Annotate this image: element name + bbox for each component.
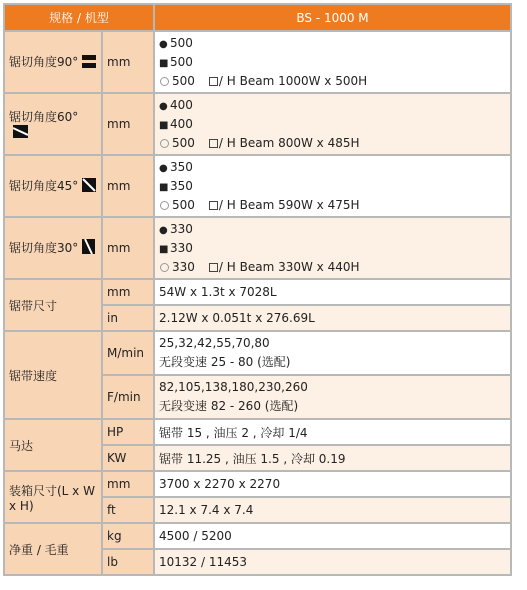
square-value: 350 [170, 178, 193, 193]
square-capacity [159, 115, 506, 134]
header-model-name: BS - 1000 M [155, 5, 510, 30]
angle-label-cell [5, 218, 101, 278]
square-tube-icon [209, 201, 218, 210]
pipe-icon [160, 139, 169, 148]
h-beam-value: / H Beam 590W x 475H [218, 197, 360, 212]
unit-mm: mm [103, 280, 153, 304]
angle-capacity [155, 218, 510, 278]
angle-unit: mm [103, 94, 153, 154]
pipe-beam-capacity [159, 258, 506, 277]
angle-label-cell [5, 94, 101, 154]
packing-label: 装箱尺寸(L x W x H) [5, 472, 101, 522]
square-capacity [159, 177, 506, 196]
speed-f-steps: 82,105,138,180,230,260 [159, 380, 308, 394]
motor-hp-value: 锯带 15 , 油压 2 , 冷却 1/4 [155, 420, 510, 444]
header-spec-model: 规格 / 机型 [5, 5, 153, 30]
packing-mm-value: 3700 x 2270 x 2270 [155, 472, 510, 496]
weight-label: 净重 / 毛重 [5, 524, 101, 574]
speed-f-variable: 无段变速 82 - 260 (选配) [159, 399, 299, 413]
unit-lb: lb [103, 550, 153, 574]
square-tube-icon [209, 139, 218, 148]
round-capacity [159, 158, 506, 177]
angle-60-icon [13, 125, 28, 141]
unit-in: in [103, 306, 153, 330]
motor-label: 马达 [5, 420, 101, 470]
unit-hp: HP [103, 420, 153, 444]
square-bar-icon: ■ [159, 57, 169, 69]
blade-speed-label: 锯带速度 [5, 332, 101, 418]
round-bar-icon: ● [159, 224, 168, 236]
pipe-icon [160, 201, 169, 210]
unit-kw: KW [103, 446, 153, 470]
pipe-value: 500 [172, 73, 195, 88]
speed-m-variable: 无段变速 25 - 80 (选配) [159, 355, 291, 369]
pipe-icon [160, 77, 169, 86]
pipe-value: 500 [172, 197, 195, 212]
round-capacity [159, 34, 506, 53]
angle-row [5, 32, 510, 92]
blade-size-label: 锯带尺寸 [5, 280, 101, 330]
round-capacity [159, 220, 506, 239]
unit-kg: kg [103, 524, 153, 548]
square-value: 400 [170, 116, 193, 131]
round-value: 500 [170, 35, 193, 50]
angle-capacity [155, 156, 510, 216]
round-bar-icon: ● [159, 38, 168, 50]
unit-ft: ft [103, 498, 153, 522]
unit-f-min: F/min [103, 376, 153, 418]
round-value: 350 [170, 159, 193, 174]
square-value: 330 [170, 240, 193, 255]
angle-label: 锯切角度30° [9, 240, 79, 255]
round-capacity [159, 96, 506, 115]
packing-row-mm [5, 472, 510, 496]
angle-label-cell [5, 156, 101, 216]
angle-row [5, 156, 510, 216]
angle-capacity [155, 94, 510, 154]
round-value: 330 [170, 221, 193, 236]
h-beam-value: / H Beam 1000W x 500H [218, 73, 368, 88]
square-tube-icon [209, 263, 218, 272]
angle-label: 锯切角度90° [9, 55, 79, 70]
pipe-beam-capacity [159, 196, 506, 215]
square-bar-icon: ■ [159, 243, 169, 255]
angle-45-icon [82, 178, 96, 195]
blade-speed-m-value [155, 332, 510, 374]
angle-label-cell [5, 32, 101, 92]
header-row [5, 5, 510, 30]
spec-table [3, 3, 512, 576]
blade-size-in-value: 2.12W x 0.051t x 276.69L [155, 306, 510, 330]
blade-speed-row-m [5, 332, 510, 374]
round-bar-icon: ● [159, 162, 168, 174]
blade-size-row-mm [5, 280, 510, 304]
pipe-value: 500 [172, 135, 195, 150]
angle-label: 锯切角度60° [9, 109, 79, 124]
angle-unit: mm [103, 32, 153, 92]
round-value: 400 [170, 97, 193, 112]
weight-lb-value: 10132 / 11453 [155, 550, 510, 574]
pipe-beam-capacity [159, 72, 506, 91]
angle-30-icon [82, 239, 95, 257]
motor-kw-value: 锯带 11.25 , 油压 1.5 , 冷却 0.19 [155, 446, 510, 470]
angle-capacity [155, 32, 510, 92]
angle-row [5, 218, 510, 278]
weight-kg-value: 4500 / 5200 [155, 524, 510, 548]
angle-unit: mm [103, 218, 153, 278]
square-capacity [159, 239, 506, 258]
angle-label: 锯切角度45° [9, 179, 79, 193]
round-bar-icon: ● [159, 100, 168, 112]
weight-row-kg [5, 524, 510, 548]
packing-ft-value: 12.1 x 7.4 x 7.4 [155, 498, 510, 522]
square-bar-icon: ■ [159, 119, 169, 131]
square-value: 500 [170, 54, 193, 69]
square-capacity [159, 53, 506, 72]
pipe-beam-capacity [159, 134, 506, 153]
motor-row-hp [5, 420, 510, 444]
h-beam-value: / H Beam 800W x 485H [218, 135, 360, 150]
blade-size-mm-value: 54W x 1.3t x 7028L [155, 280, 510, 304]
angle-90-icon [82, 55, 96, 71]
square-bar-icon: ■ [159, 181, 169, 193]
h-beam-value: / H Beam 330W x 440H [218, 259, 360, 274]
unit-m-min: M/min [103, 332, 153, 374]
unit-mm: mm [103, 472, 153, 496]
pipe-icon [160, 263, 169, 272]
square-tube-icon [209, 77, 218, 86]
speed-m-steps: 25,32,42,55,70,80 [159, 336, 270, 350]
blade-speed-f-value [155, 376, 510, 418]
angle-unit: mm [103, 156, 153, 216]
angle-row [5, 94, 510, 154]
pipe-value: 330 [172, 259, 195, 274]
